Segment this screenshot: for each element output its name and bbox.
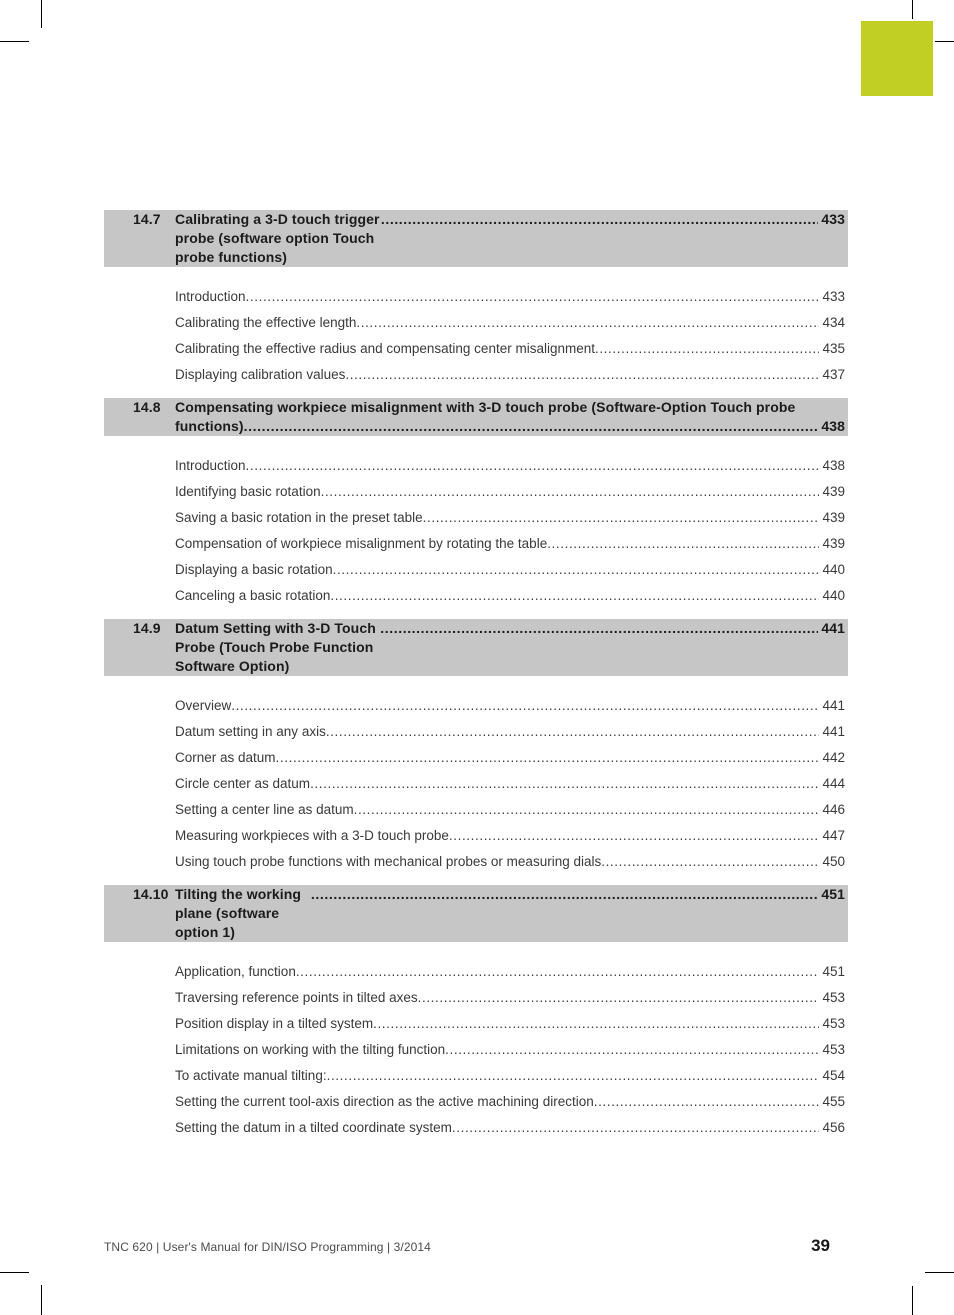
section-page-number: 438 — [821, 418, 845, 434]
toc-entry-label: Introduction — [175, 458, 246, 473]
toc-entry — [104, 849, 848, 875]
dot-leader — [594, 1089, 820, 1115]
section-number: 14.9 — [133, 620, 161, 636]
toc-entry-label: Overview — [175, 698, 232, 713]
page-footer — [104, 1236, 848, 1256]
toc-entry — [104, 693, 848, 719]
section-title-line — [175, 398, 845, 417]
section-number: 14.8 — [133, 399, 161, 415]
dot-leader — [330, 583, 819, 609]
dot-leader — [310, 771, 819, 797]
section-page-number: 433 — [821, 211, 845, 227]
crop-mark-top-right-horizontal — [935, 41, 954, 42]
toc-entry-label: Calibrating the effective radius and compensating center misalignment — [175, 341, 595, 356]
dot-leader — [327, 1063, 820, 1089]
toc-entry-page: 453 — [822, 990, 845, 1005]
footer-page-number: 39 — [811, 1236, 830, 1255]
section-title — [175, 210, 845, 267]
toc-entry — [104, 1063, 848, 1089]
section-title — [175, 398, 845, 436]
toc-entry-label: To activate manual tilting: — [175, 1068, 327, 1083]
toc-entry — [104, 479, 848, 505]
dot-leader — [311, 885, 818, 904]
dot-leader — [244, 417, 819, 436]
dot-leader — [326, 719, 820, 745]
toc-entry-label: Introduction — [175, 289, 246, 304]
dot-leader — [380, 619, 818, 638]
toc-entry — [104, 505, 848, 531]
toc-entry — [104, 1115, 848, 1141]
toc-entry — [104, 453, 848, 479]
dot-leader — [601, 849, 819, 875]
toc-entry-page: 451 — [822, 964, 845, 979]
toc-entry-page: 439 — [822, 536, 845, 551]
toc-entry — [104, 823, 848, 849]
section-heading-bar — [104, 619, 848, 676]
dot-leader — [449, 823, 820, 849]
toc-entry-page: 455 — [822, 1094, 845, 1109]
dot-leader — [418, 985, 820, 1011]
toc-entry-label: Setting a center line as datum — [175, 802, 354, 817]
toc-entry-page: 444 — [822, 776, 845, 791]
section-number: 14.10 — [133, 886, 169, 902]
toc-section-14-10 — [104, 885, 848, 1141]
toc-entry-label: Limitations on working with the tilting function — [175, 1042, 446, 1057]
section-entries — [104, 453, 848, 609]
chapter-thumb-marker — [861, 21, 933, 96]
toc-entry-label: Displaying a basic rotation — [175, 562, 333, 577]
dot-leader — [345, 362, 819, 388]
toc-entry-page: 450 — [822, 854, 845, 869]
toc-entry-label: Using touch probe functions with mechanical probes or measuring dials — [175, 854, 602, 869]
toc-entry-page: 441 — [822, 698, 845, 713]
toc-entry-page: 439 — [822, 510, 845, 525]
toc-entry-label: Canceling a basic rotation — [175, 588, 331, 603]
toc-entry-label: Circle center as datum — [175, 776, 311, 791]
section-title-line — [175, 210, 845, 267]
toc-entry-page: 442 — [822, 750, 845, 765]
toc-entry — [104, 284, 848, 310]
toc-entry-label: Application, function — [175, 964, 296, 979]
toc-entry — [104, 583, 848, 609]
section-title-line — [175, 417, 845, 436]
toc-entry-page: 446 — [822, 802, 845, 817]
toc-entry-page: 439 — [822, 484, 845, 499]
toc-entry — [104, 797, 848, 823]
toc-entry — [104, 959, 848, 985]
toc-entry — [104, 719, 848, 745]
toc-entry-page: 440 — [822, 562, 845, 577]
dot-leader — [321, 479, 820, 505]
toc-entry-page: 434 — [822, 315, 845, 330]
section-heading-bar — [104, 210, 848, 267]
toc-entry-label: Compensation of workpiece misalignment by rotating the table — [175, 536, 548, 551]
dot-leader — [333, 557, 820, 583]
dot-leader — [445, 1037, 819, 1063]
section-title-text: functions) — [175, 418, 244, 434]
toc-section-14-7 — [104, 210, 848, 388]
toc-entry-label: Corner as datum — [175, 750, 276, 765]
section-title-text: Compensating workpiece misalignment with 3-D touch probe (Software-Option Touch probe — [175, 399, 796, 415]
dot-leader — [246, 453, 820, 479]
crop-mark-bottom-left-horizontal — [0, 1272, 29, 1273]
toc-entry-label: Setting the datum in a tilted coordinate system — [175, 1120, 452, 1135]
toc-entry — [104, 745, 848, 771]
section-title — [175, 619, 845, 676]
toc-entry-label: Traversing reference points in tilted axes — [175, 990, 418, 1005]
dot-leader — [547, 531, 819, 557]
dot-leader — [452, 1115, 820, 1141]
section-title-text: Tilting the working plane (software option 1) — [175, 886, 302, 940]
toc-section-14-8 — [104, 398, 848, 609]
toc-entry-page: 438 — [822, 458, 845, 473]
toc-entry-page: 454 — [822, 1068, 845, 1083]
toc-entry — [104, 310, 848, 336]
section-entries — [104, 959, 848, 1141]
toc-entry — [104, 985, 848, 1011]
section-page-number: 451 — [821, 886, 845, 902]
section-page-number: 441 — [821, 620, 845, 636]
toc-entry-label: Measuring workpieces with a 3-D touch probe — [175, 828, 449, 843]
toc-entry — [104, 362, 848, 388]
toc-entry-label: Datum setting in any axis — [175, 724, 326, 739]
toc-entry — [104, 336, 848, 362]
dot-leader — [354, 797, 820, 823]
section-heading-bar — [104, 398, 848, 436]
dot-leader — [356, 310, 819, 336]
toc-entry-page: 447 — [822, 828, 845, 843]
section-title-text: Calibrating a 3-D touch trigger probe (software option Touch probe functions) — [175, 211, 380, 265]
toc-entry — [104, 1037, 848, 1063]
section-entries — [104, 284, 848, 388]
toc-entry-label: Saving a basic rotation in the preset table — [175, 510, 423, 525]
toc-entry — [104, 771, 848, 797]
toc-entry-page: 437 — [822, 367, 845, 382]
dot-leader — [423, 505, 820, 531]
section-heading-bar — [104, 885, 848, 942]
dot-leader — [246, 284, 820, 310]
toc-entry — [104, 557, 848, 583]
toc-entry-page: 456 — [822, 1120, 845, 1135]
dot-leader — [381, 210, 818, 229]
toc-entry — [104, 1089, 848, 1115]
crop-mark-top-left-horizontal — [0, 41, 29, 42]
toc-section-14-9 — [104, 619, 848, 875]
toc-entry-label: Position display in a tilted system — [175, 1016, 374, 1031]
section-title — [175, 885, 845, 942]
toc-entry-label: Setting the current tool-axis direction as the active machining direction — [175, 1094, 594, 1109]
crop-mark-top-right-vertical — [912, 0, 913, 19]
section-number: 14.7 — [133, 211, 161, 227]
crop-mark-bottom-left-vertical — [41, 1285, 42, 1315]
dot-leader — [373, 1011, 819, 1037]
toc-entry-label: Calibrating the effective length — [175, 315, 357, 330]
toc-entry — [104, 531, 848, 557]
crop-mark-bottom-right-horizontal — [925, 1272, 954, 1273]
toc-entry-page: 435 — [822, 341, 845, 356]
section-title-text: Datum Setting with 3-D Touch Probe (Touch Probe Function Software Option) — [175, 620, 376, 674]
dot-leader — [296, 959, 820, 985]
dot-leader — [231, 693, 819, 719]
section-title-line — [175, 885, 845, 942]
table-of-contents — [104, 210, 848, 1151]
toc-entry-page: 453 — [822, 1016, 845, 1031]
crop-mark-bottom-right-vertical — [912, 1286, 913, 1315]
toc-entry-page: 453 — [822, 1042, 845, 1057]
toc-entry-label: Identifying basic rotation — [175, 484, 321, 499]
section-title-line — [175, 619, 845, 676]
toc-entry-page: 433 — [822, 289, 845, 304]
section-entries — [104, 693, 848, 875]
dot-leader — [595, 336, 819, 362]
toc-entry — [104, 1011, 848, 1037]
dot-leader — [276, 745, 820, 771]
crop-mark-top-left-vertical — [41, 0, 42, 28]
footer-manual-title: TNC 620 | User's Manual for DIN/ISO Programming | 3/2014 — [104, 1240, 431, 1254]
toc-entry-page: 440 — [822, 588, 845, 603]
toc-entry-label: Displaying calibration values — [175, 367, 346, 382]
toc-entry-page: 441 — [822, 724, 845, 739]
